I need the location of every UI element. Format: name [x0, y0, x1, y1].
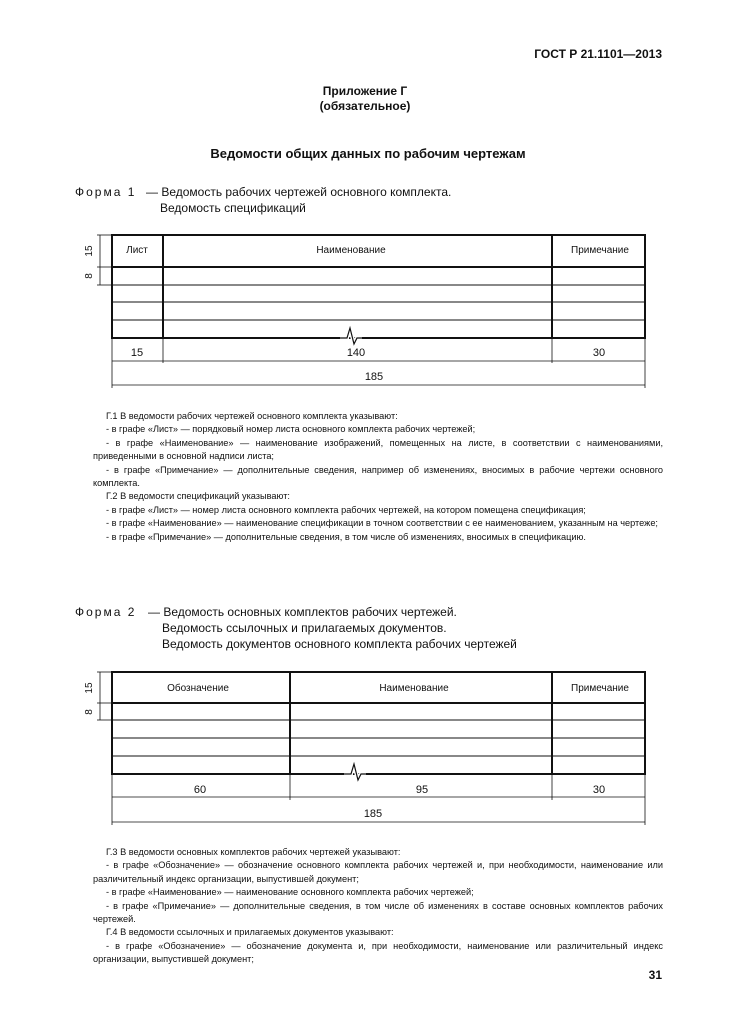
list-item: - в графе «Обозначение» — обозначение основного комплекта рабочих чертежей и, при необходимости, наименование или различительный индекс организации, выпустившей документ; — [93, 860, 663, 884]
clause-g4: Г.4 В ведомости ссылочных и прилагаемых документов указывают: — [106, 927, 394, 938]
form2-col-note: Примечание — [571, 683, 629, 694]
form1-dim-col2: 140 — [346, 347, 366, 359]
list-item: - в графе «Наименование» — наименование изображений, помещенных на листе, в соответствии с наименованиями, приведенными в основной надписи листа; — [93, 437, 663, 462]
list-item: - в графе «Примечание» — дополнительные сведения, в том числе об изменениях, вносимых в спецификацию. — [106, 531, 586, 542]
appendix-status: (обязательное) — [319, 99, 411, 113]
page-number: 31 — [648, 968, 662, 982]
form2-dim-total: 185 — [363, 808, 383, 820]
clause-g2: Г.2 В ведомости спецификаций указывают: — [106, 491, 290, 502]
form1-col-sheet: Лист — [126, 245, 148, 256]
appendix-title: Приложение Г — [322, 84, 408, 98]
document-code: ГОСТ Р 21.1101—2013 — [534, 47, 662, 61]
form2-title-line3: Ведомость документов основного комплекта рабочих чертежей — [162, 637, 517, 651]
form2-col-name: Наименование — [379, 683, 449, 694]
list-item: - в графе «Примечание» — дополнительные сведения, в том числе об изменениях в составе основных комплектов рабочих чертежей. — [93, 900, 663, 925]
section-title: Ведомости общих данных по рабочим чертежам — [210, 146, 526, 161]
form1-dim-row-height: 8 — [84, 273, 95, 279]
form2-dim-row-height: 8 — [84, 709, 95, 715]
form1-dim-total: 185 — [364, 371, 384, 383]
form1-title-line2: Ведомость спецификаций — [160, 201, 306, 215]
form2-title-line1: — Ведомость основных комплектов рабочих чертежей. — [148, 605, 457, 619]
form2-col-designation: Обозначение — [167, 683, 229, 694]
list-item: - в графе «Примечание» — дополнительные сведения, например об изменениях, вносимых в рабочие чертежи основного комплекта. — [93, 464, 663, 489]
form1-title-line1: — Ведомость рабочих чертежей основного комплекта. — [146, 185, 452, 199]
form1-dim-header-height: 15 — [84, 245, 95, 257]
list-item: - в графе «Наименование» — наименование спецификации в точном соответствии с ее наименованием, указанным на чертеже; — [106, 518, 658, 529]
list-item: - в графе «Лист» — номер листа основного комплекта рабочих чертежей, на котором помещена спецификация; — [106, 504, 586, 515]
form1-col-name: Наименование — [316, 245, 386, 256]
form2-description — [93, 846, 663, 967]
clause-g3: Г.3 В ведомости основных комплектов рабочих чертежей указывают: — [106, 847, 401, 857]
list-item: - в графе «Наименование» — наименование основного комплекта рабочих чертежей; — [106, 887, 474, 898]
form2-dim-header-height: 15 — [84, 682, 95, 694]
form1-dim-col3: 30 — [592, 347, 606, 359]
form2-dim-col2: 95 — [415, 784, 429, 796]
form2-dim-col3: 30 — [592, 784, 606, 796]
list-item: - в графе «Лист» — порядковый номер листа основного комплекта рабочих чертежей; — [106, 424, 476, 435]
form1-label: Форма 1 — [75, 185, 137, 199]
form1-dim-col1: 15 — [130, 347, 144, 359]
list-item: - в графе «Обозначение» — обозначение документа и, при необходимости, наименование или различительный индекс организации, выпустившей документ; — [93, 940, 663, 965]
clause-g1: Г.1 В ведомости рабочих чертежей основного комплекта указывают: — [106, 411, 398, 421]
form2-dim-col1: 60 — [193, 784, 207, 796]
form2-label: Форма 2 — [75, 605, 137, 619]
form1-col-note: Примечание — [571, 245, 629, 256]
form2-title-line2: Ведомость ссылочных и прилагаемых документов. — [162, 621, 447, 635]
